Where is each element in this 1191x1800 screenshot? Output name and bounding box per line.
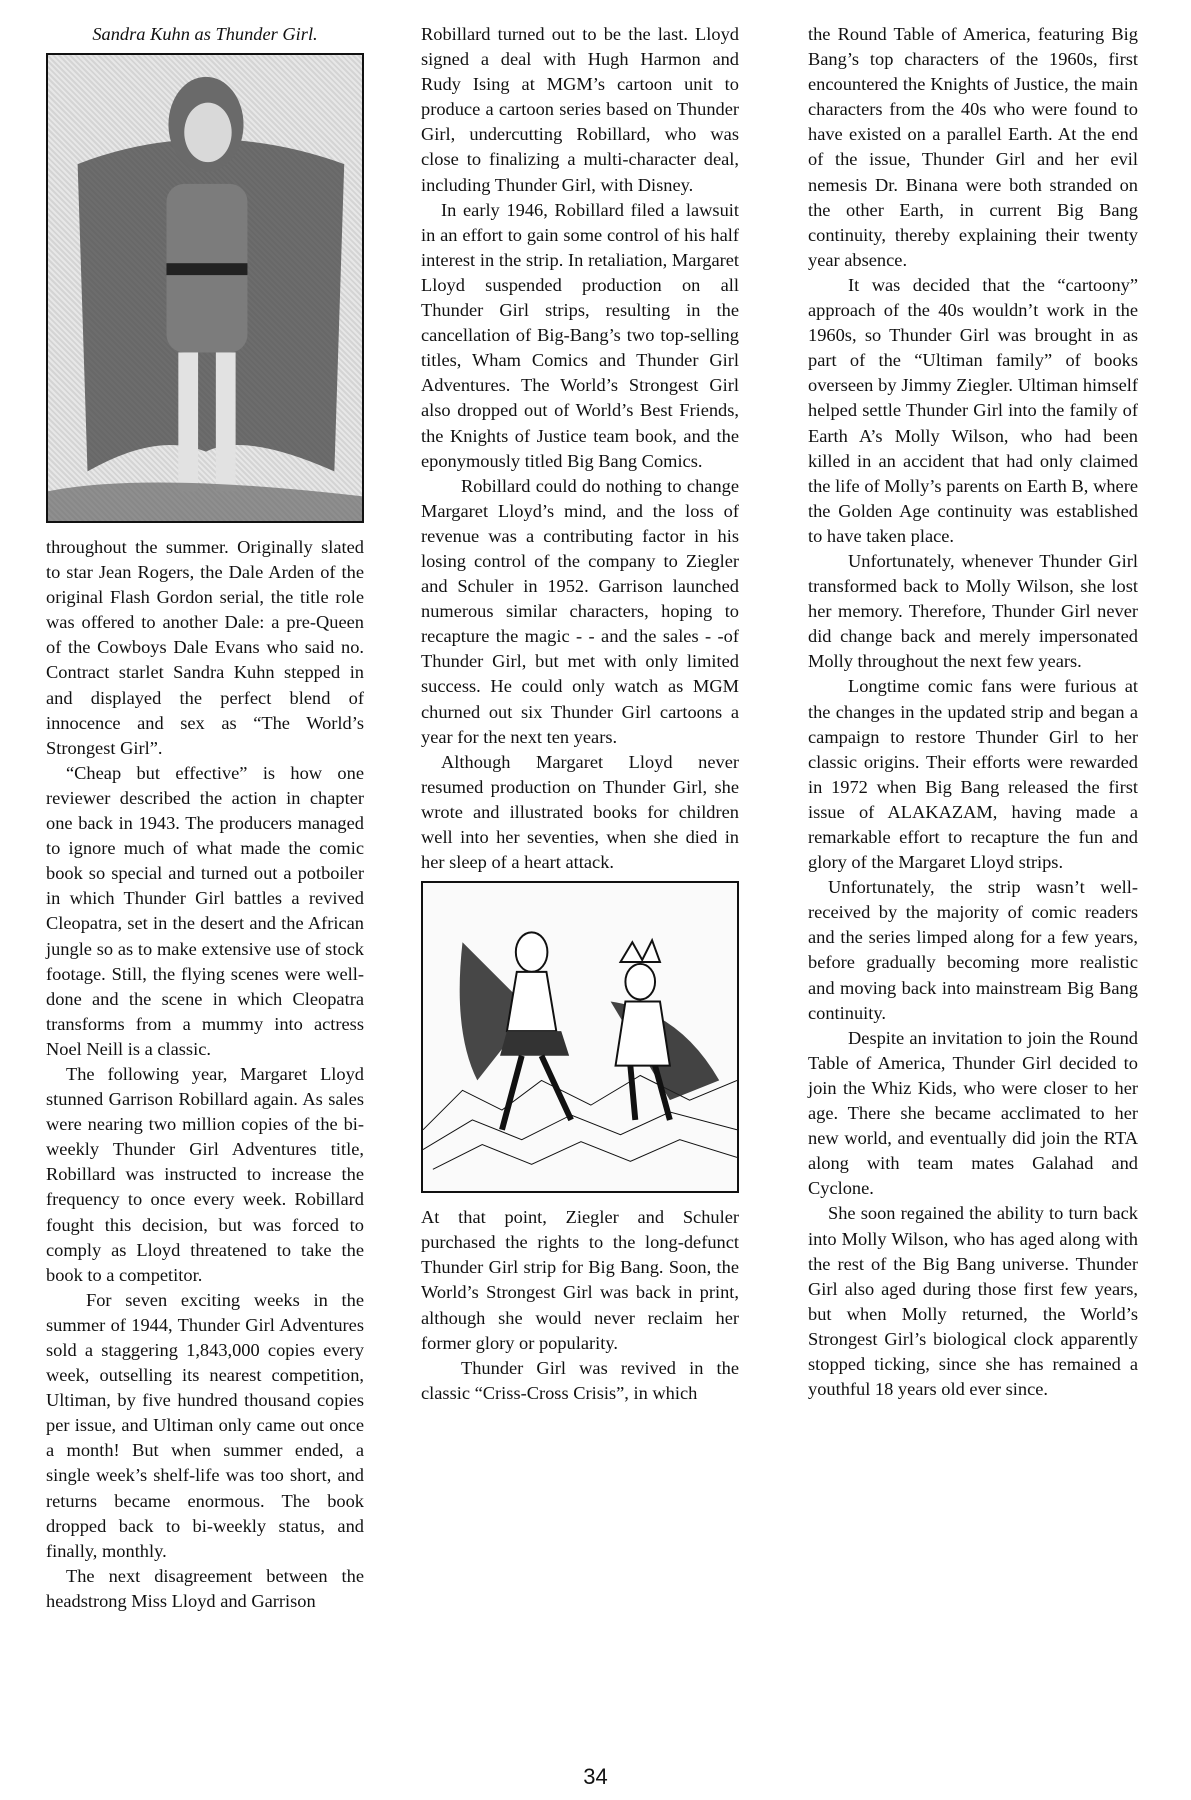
paragraph: In early 1946, Robillard filed a lawsuit in an effort to gain some control of his half interest in the strip. In retaliation, Margaret Lloyd suspended production on all Thunder Girl strips, resulting in the cancellation of Big-Bang’s two top-selling titles, Wham Comics and Thunder Girl Adventures. The World’s Strongest Girl also dropped out of World’s Best Friends, the Knights of Justice team book, and the eponymously titled Big Bang Comics. bbox=[421, 199, 739, 471]
paragraph: At that point, Ziegler and Schuler purchased the rights to the long-defunct Thunder Girl strip for Big Bang. Soon, the World’s Strongest Girl was back in print, although she would never reclaim her former glory or popularity. bbox=[421, 1207, 739, 1353]
paragraph: The following year, Margaret Lloyd stunned Garrison Robillard again. As sales were nearing two million copies of the bi-weekly Thunder Girl Adventures title, Robillard was instructed to increase the frequency to once every week. Robillard fought this decision, but was forced to comply as Lloyd threatened to take the book to a competitor. bbox=[46, 1063, 364, 1285]
paragraph: Robillard could do nothing to change Margaret Lloyd’s mind, and the loss of revenue was a contributing factor in his losing control of the company to Ziegler and Schuler in 1952. Garrison launched numerous similar characters, hoping to recapture the magic - - and the sales - -of Thunder Girl, but met with only limited success. He could only watch as MGM churned out six Thunder Girl cartoons a year for the next ten years. bbox=[421, 475, 739, 747]
page-number: 34 bbox=[583, 1764, 608, 1789]
paragraph: Although Margaret Lloyd never resumed production on Thunder Girl, she wrote and illustrated books for children well into her seventies, when she died in her sleep of a heart attack. bbox=[421, 751, 739, 873]
paragraph: She soon regained the ability to turn back into Molly Wilson, who has aged along with the rest of the Big Bang universe. Thunder Girl also aged during those first few years, but when Molly returned, the World’s Strongest Girl’s biological clock apparently stopped ticking, since she has remained a youthful 18 years old ever since. bbox=[808, 1203, 1138, 1400]
comic-battle-graphic bbox=[423, 883, 737, 1191]
paragraph: Unfortunately, the strip wasn’t well-received by the majority of comic readers and the series limped along for a few years, before gradually becoming more realistic and moving back into mainstream Big Bang continuity. bbox=[808, 877, 1138, 1023]
photo-caption: Sandra Kuhn as Thunder Girl. bbox=[92, 24, 318, 44]
paragraph: For seven exciting weeks in the summer of 1944, Thunder Girl Adventures sold a staggering 1,843,000 copies every week, outselling its nearest competition, Ultiman, by five hundred thousand copies per issue, and Ultiman only came out once a month! But when summer ended, a single week’s shelf-life was too short, and returns became enormous. The book dropped back to bi-weekly status, and finally, monthly. bbox=[46, 1289, 364, 1561]
photo-figure-graphic bbox=[48, 55, 362, 521]
column-middle bbox=[421, 22, 739, 1406]
column-left bbox=[46, 22, 364, 1614]
comic-illustration bbox=[421, 881, 739, 1193]
paragraph: Despite an invitation to join the Round Table of America, Thunder Girl decided to join the Whiz Kids, who were closer to her age. There she became acclimated to her new world, and eventually did join the RTA along with team mates Galahad and Cyclone. bbox=[808, 1027, 1138, 1199]
paragraph: “Cheap but effective” is how one reviewer described the action in chapter one back in 1943. The producers managed to ignore much of what made the comic book so special and turned out a potboiler in which Thunder Girl battles a revived Cleopatra, set in the desert and the African jungle so as to make extensive use of stock footage. Still, the flying scenes were well-done and the scene in which Cleopatra transforms from a mummy into actress Noel Neill is a classic. bbox=[46, 762, 364, 1059]
paragraph: It was decided that the “cartoony” approach of the 40s wouldn’t work in the 1960s, so Thunder Girl was brought in as part of the “Ultiman family” of books overseen by Jimmy Ziegler. Ultiman himself helped settle Thunder Girl into the family of Earth A’s Molly Wilson, who had been killed in an accident that had only claimed the life of Molly’s parents on Earth B, where the Golden Age continuity was established to have taken place. bbox=[808, 274, 1138, 546]
sandra-kuhn-photo bbox=[46, 53, 364, 523]
paragraph: Thunder Girl was revived in the classic “Criss-Cross Crisis”, in which bbox=[421, 1357, 739, 1403]
paragraph: Unfortunately, whenever Thunder Girl transformed back to Molly Wilson, she lost her memory. Therefore, Thunder Girl never did change back and merely impersonated Molly throughout the next few years. bbox=[808, 550, 1138, 672]
paragraph: the Round Table of America, featuring Big Bang’s top characters of the 1960s, first encountered the Knights of Justice, the main characters from the 40s who were found to have existed on a parallel Earth. At the end of the issue, Thunder Girl and her evil nemesis Dr. Binana were both stranded on the other Earth, in current Big Bang continuity, thereby explaining their twenty year absence. bbox=[808, 24, 1138, 270]
paragraph: throughout the summer. Originally slated to star Jean Rogers, the Dale Arden of the original Flash Gordon serial, the title role was offered to another Dale: a pre-Queen of the Cowboys Dale Evans who said no. Contract starlet Sandra Kuhn stepped in and displayed the perfect blend of innocence and sex as “The World’s Strongest Girl”. bbox=[46, 537, 364, 758]
paragraph: Longtime comic fans were furious at the changes in the updated strip and began a campaign to restore Thunder Girl to her classic origins. Their efforts were rewarded in 1972 when Big Bang released the first issue of ALAKAZAM, having made a remarkable effort to recapture the fun and glory of the Margaret Lloyd strips. bbox=[808, 676, 1138, 873]
column-right bbox=[808, 22, 1138, 1402]
paragraph: Robillard turned out to be the last. Lloyd signed a deal with Hugh Harmon and Rudy Ising at MGM’s cartoon unit to produce a cartoon series based on Thunder Girl, undercutting Robillard, who was close to finalizing a multi-character deal, including Thunder Girl, with Disney. bbox=[421, 24, 739, 195]
paragraph: The next disagreement between the headstrong Miss Lloyd and Garrison bbox=[46, 1565, 364, 1611]
